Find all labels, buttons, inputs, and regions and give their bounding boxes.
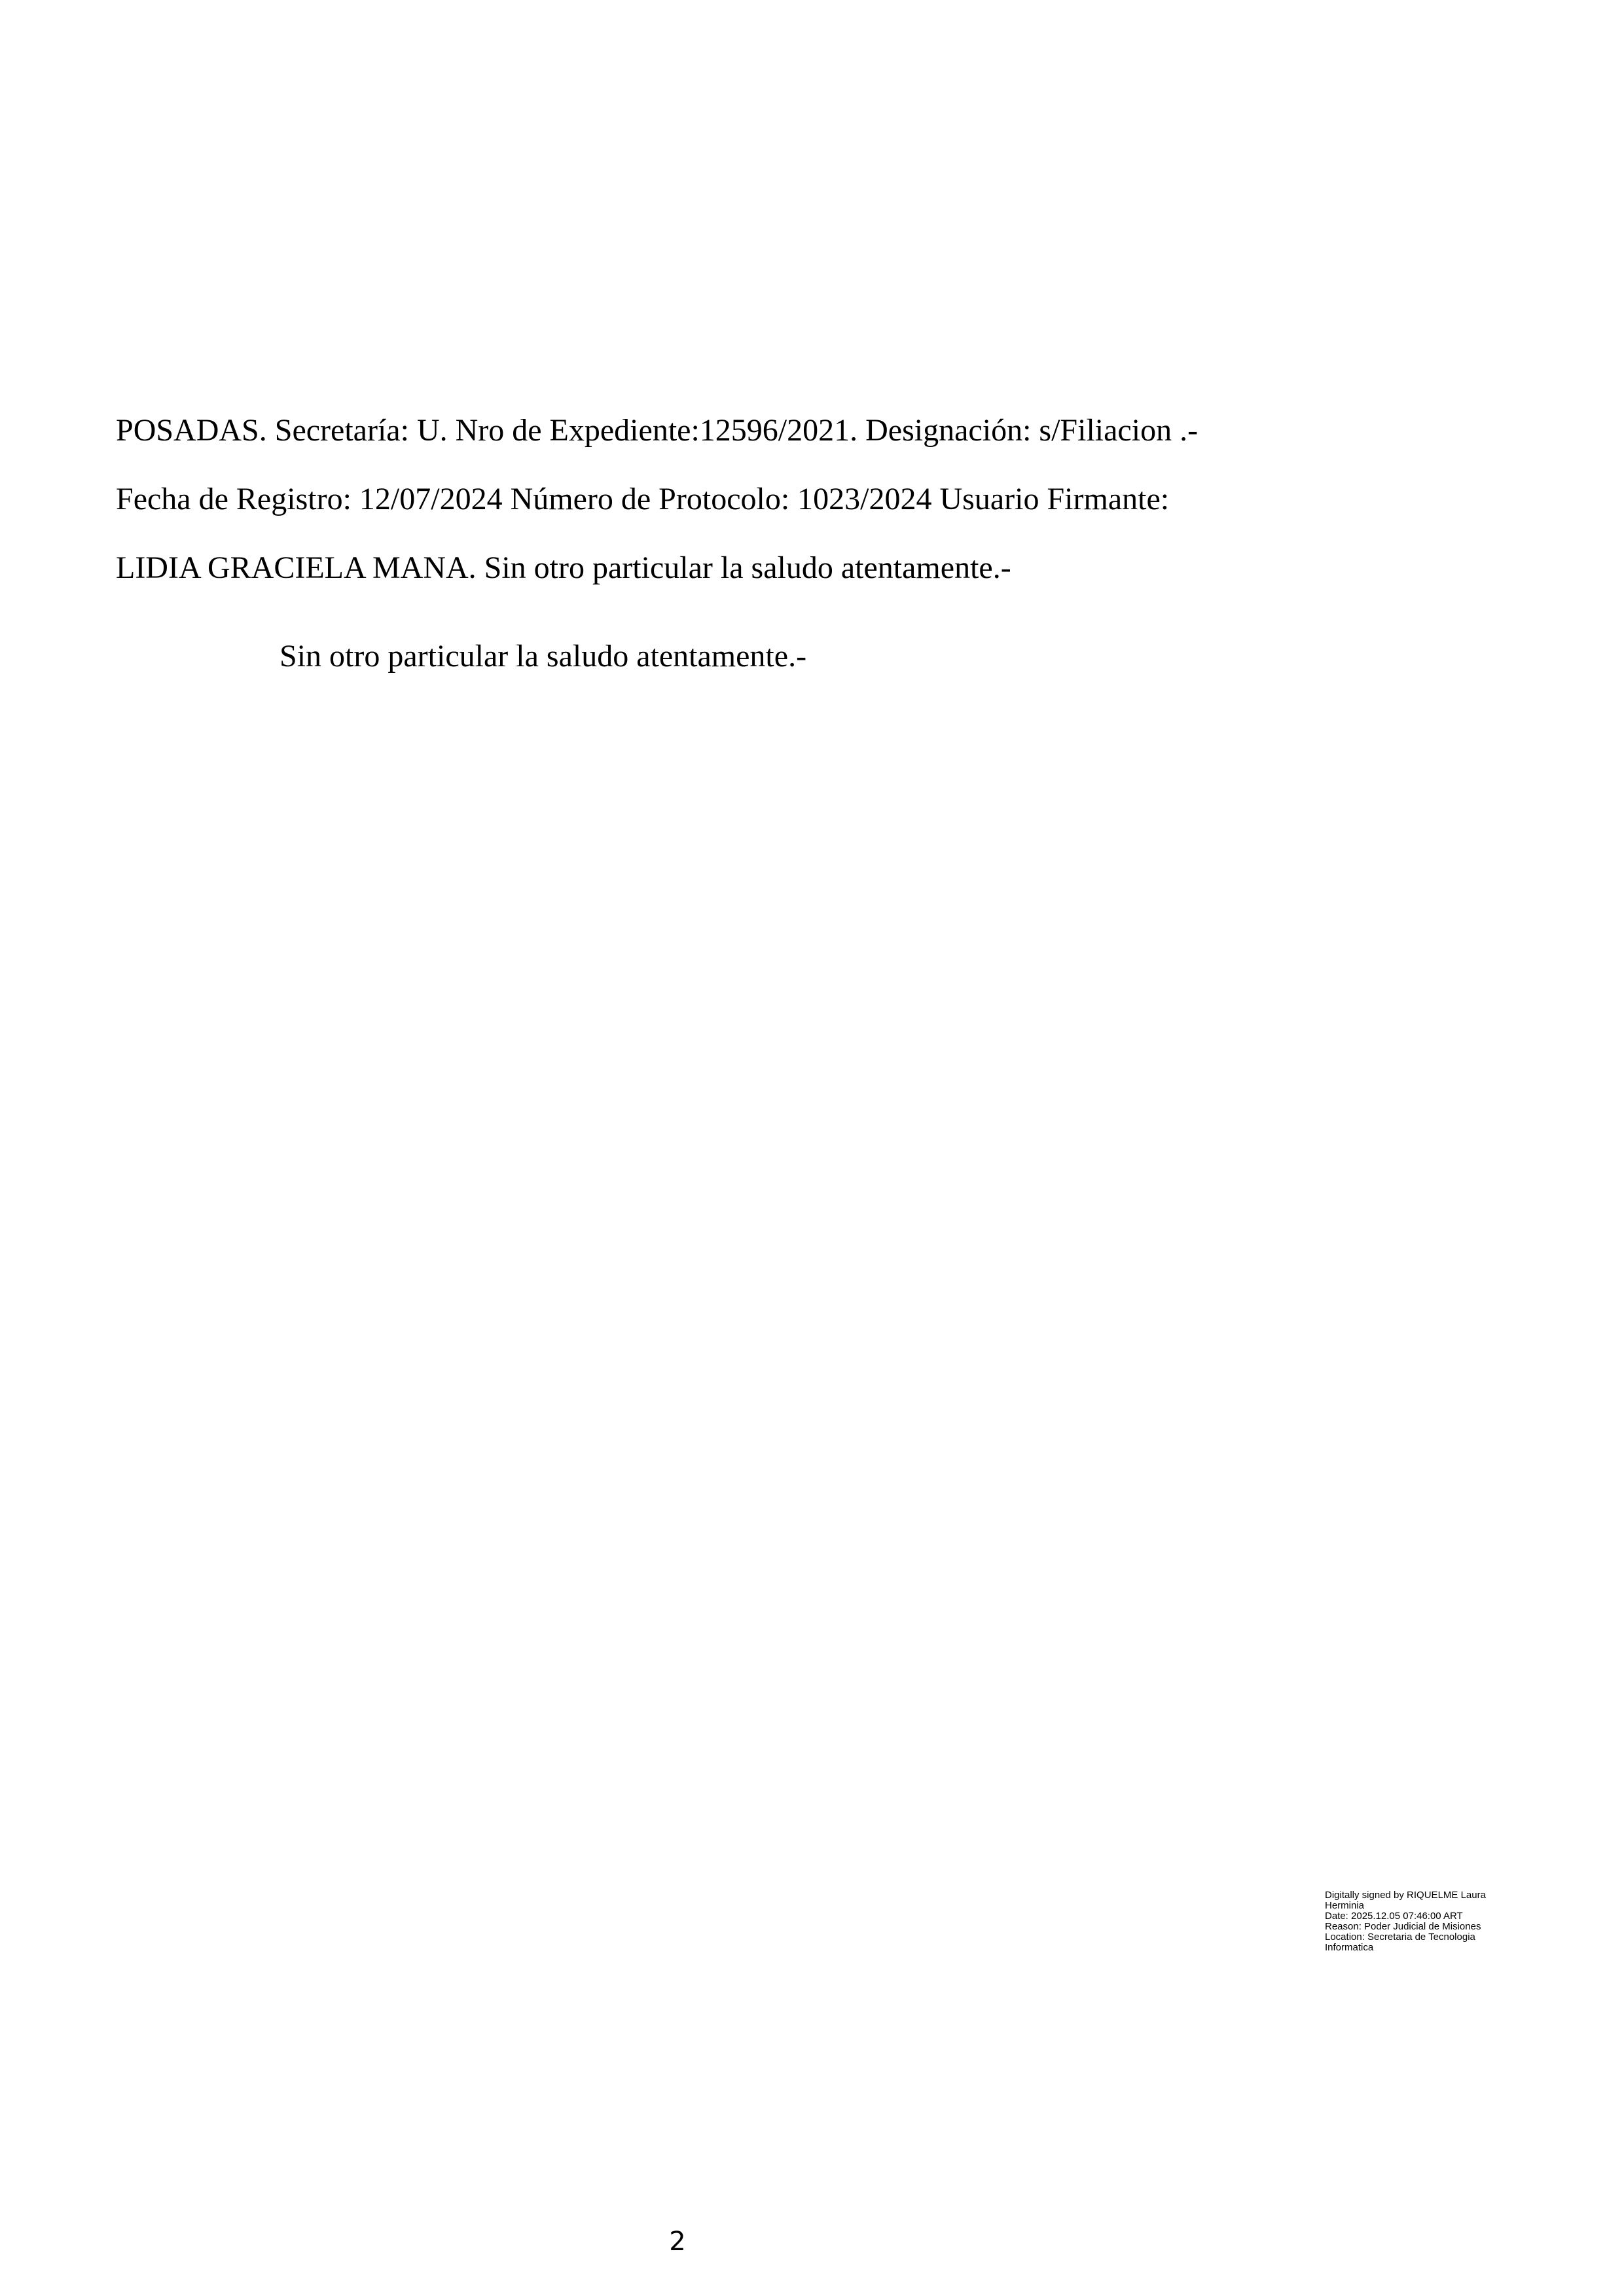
signature-line: Reason: Poder Judicial de Misiones (1325, 1921, 1481, 1932)
paragraph-line: LIDIA GRACIELA MANA. Sin otro particular la saludo atentamente.- (116, 550, 1011, 585)
closing-salutation: Sin otro particular la saludo atentamente.- (280, 639, 807, 673)
digital-signature-stamp (1325, 1890, 1521, 1953)
paragraph-line: Fecha de Registro: 12/07/2024 Número de Protocolo: 1023/2024 Usuario Firmante: (116, 482, 1170, 516)
signature-line: Informatica (1325, 1942, 1374, 1953)
page-number: 2 (669, 2227, 686, 2257)
signature-line: Herminia (1325, 1900, 1365, 1911)
signature-line: Location: Secretaria de Tecnologia (1325, 1931, 1475, 1943)
paragraph-line: POSADAS. Secretaría: U. Nro de Expediente:12596/2021. Designación: s/Filiacion .- (116, 413, 1199, 448)
signature-line: Digitally signed by RIQUELME Laura (1325, 1890, 1486, 1901)
signature-line: Date: 2025.12.05 07:46:00 ART (1325, 1910, 1463, 1922)
registration-paragraph (116, 396, 1523, 602)
